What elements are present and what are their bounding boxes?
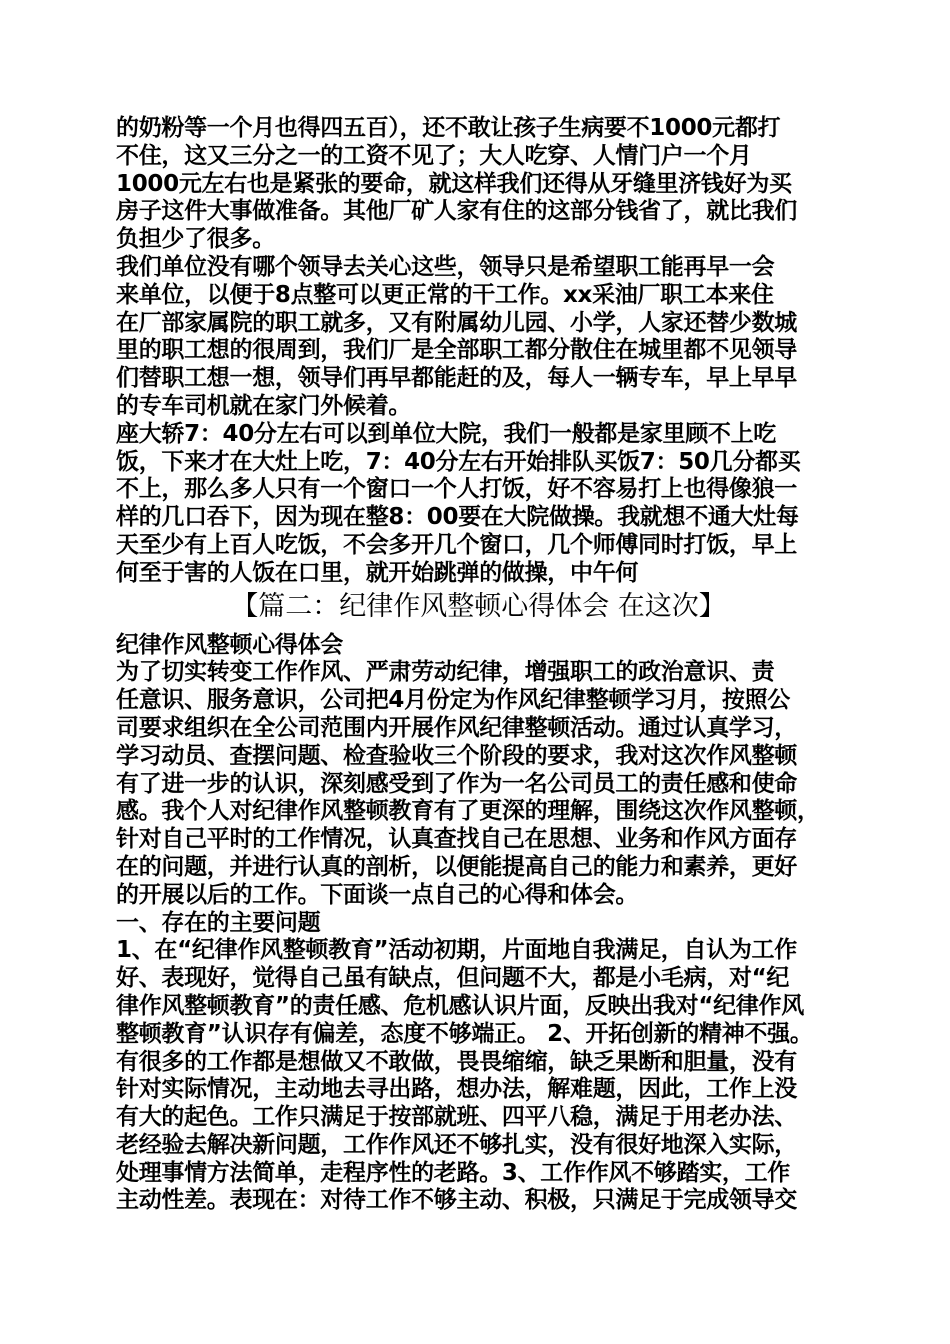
text-line: 们替职工想一想，领导们再早都能赶的及，每人一辆专车，早上早早 bbox=[116, 365, 798, 392]
text-line: 不上，那么多人只有一个窗口一个人打饭，好不容易打上也得像狼一 bbox=[116, 476, 798, 503]
text-line: 处理事情方法简单，走程序性的老路。3、工作作风不够踏实，工作 bbox=[116, 1159, 791, 1186]
text-line: 的开展以后的工作。下面谈一点自己的心得和体会。 bbox=[116, 881, 639, 908]
text-line: 学习动员、查摆问题、检查验收三个阶段的要求，我对这次作风整顿 bbox=[116, 742, 798, 769]
text-line: 在厂部家属院的职工就多，又有附属幼儿园、小学，人家还替少数城 bbox=[116, 309, 798, 336]
text-line: 有很多的工作都是想做又不敢做，畏畏缩缩，缺乏果断和胆量，没有 bbox=[116, 1048, 798, 1075]
text-line: 的专车司机就在家门外候着。 bbox=[116, 392, 412, 419]
text-line: 负担少了很多。 bbox=[116, 226, 275, 253]
text-section-2 bbox=[116, 632, 841, 1216]
text-line: 老经验去解决新问题，工作作风还不够扎实，没有很好地深入实际， bbox=[116, 1131, 798, 1158]
text-line: 天至少有上百人吃饭，不会多开几个窗口，几个师傅同时打饭，早上 bbox=[116, 531, 798, 558]
text-line: 饭，下来才在大灶上吃，7：40分左右开始排队买饭7：50几分都买 bbox=[116, 448, 801, 475]
text-line: 1000元左右也是紧张的要命，就这样我们还得从牙缝里济钱好为买 bbox=[116, 170, 792, 197]
text-line: 在的问题，并进行认真的剖析，以便能提高自己的能力和素养，更好 bbox=[116, 853, 798, 880]
text-line: 不住，这又三分之一的工资不见了；大人吃穿、人情门户一个月 bbox=[116, 142, 752, 169]
text-line: 好、表现好，觉得自己虽有缺点，但问题不大，都是小毛病，对“纪 bbox=[116, 965, 790, 992]
text-line: 任意识、服务意识，公司把4月份定为作风纪律整顿学习月，按照公 bbox=[116, 687, 791, 714]
text-line: 样的几口吞下，因为现在整8：00要在大院做操。我就想不通大灶每 bbox=[116, 504, 799, 531]
text-section-1 bbox=[116, 115, 841, 588]
text-line: 何至于害的人饭在口里，就开始跳弹的做操，中午何 bbox=[116, 559, 639, 586]
text-line: 1、在“纪律作风整顿教育”活动初期，片面地自我满足，自认为工作 bbox=[116, 937, 797, 964]
text-line: 整顿教育”认识存有偏差，态度不够端正。 2、开拓创新的精神不强。 bbox=[116, 1020, 813, 1047]
text-line: 里的职工想的很周到，我们厂是全部职工都分散住在城里都不见领导 bbox=[116, 337, 798, 364]
text-line: 有了进一步的认识，深刻感受到了作为一名公司员工的责任感和使命 bbox=[116, 770, 798, 797]
text-line: 感。我个人对纪律作风整顿教育有了更深的理解，围绕这次作风整顿， bbox=[116, 798, 820, 825]
text-line: 座大轿7：40分左右可以到单位大院，我们一般都是家里顾不上吃 bbox=[116, 420, 777, 447]
text-line: 纪律作风整顿心得体会 bbox=[116, 631, 344, 658]
text-line: 司要求组织在全公司范围内开展作风纪律整顿活动。通过认真学习， bbox=[116, 714, 798, 741]
text-line: 房子这件大事做准备。其他厂矿人家有住的这部分钱省了，就比我们 bbox=[116, 198, 798, 225]
text-line: 律作风整顿教育”的责任感、危机感认识片面，反映出我对“纪律作风 bbox=[116, 992, 804, 1019]
section-heading: 【篇二：纪律作风整顿心得体会 在这次】 bbox=[231, 590, 726, 622]
text-line: 针对自己平时的工作情况，认真查找自己在思想、业务和作风方面存 bbox=[116, 826, 798, 853]
text-line: 主动性差。表现在：对待工作不够主动、积极，只满足于完成领导交 bbox=[116, 1187, 798, 1214]
text-line: 为了切实转变工作作风、严肃劳动纪律，增强职工的政治意识、责 bbox=[116, 659, 775, 686]
text-line: 的奶粉等一个月也得四五百），还不敢让孩子生病要不1000元都打 bbox=[116, 115, 781, 141]
text-line: 我们单位没有哪个领导去关心这些，领导只是希望职工能再早一会 bbox=[116, 253, 775, 280]
text-line: 来单位，以便于8点整可以更正常的干工作。xx采油厂职工本来住 bbox=[116, 281, 774, 308]
text-line: 有大的起色。工作只满足于按部就班、四平八稳，满足于用老办法、 bbox=[116, 1104, 798, 1131]
text-line: 一、存在的主要问题 bbox=[116, 909, 321, 936]
text-line: 针对实际情况，主动地去寻出路，想办法，解难题，因此，工作上没 bbox=[116, 1076, 798, 1103]
document-body bbox=[116, 115, 841, 1215]
